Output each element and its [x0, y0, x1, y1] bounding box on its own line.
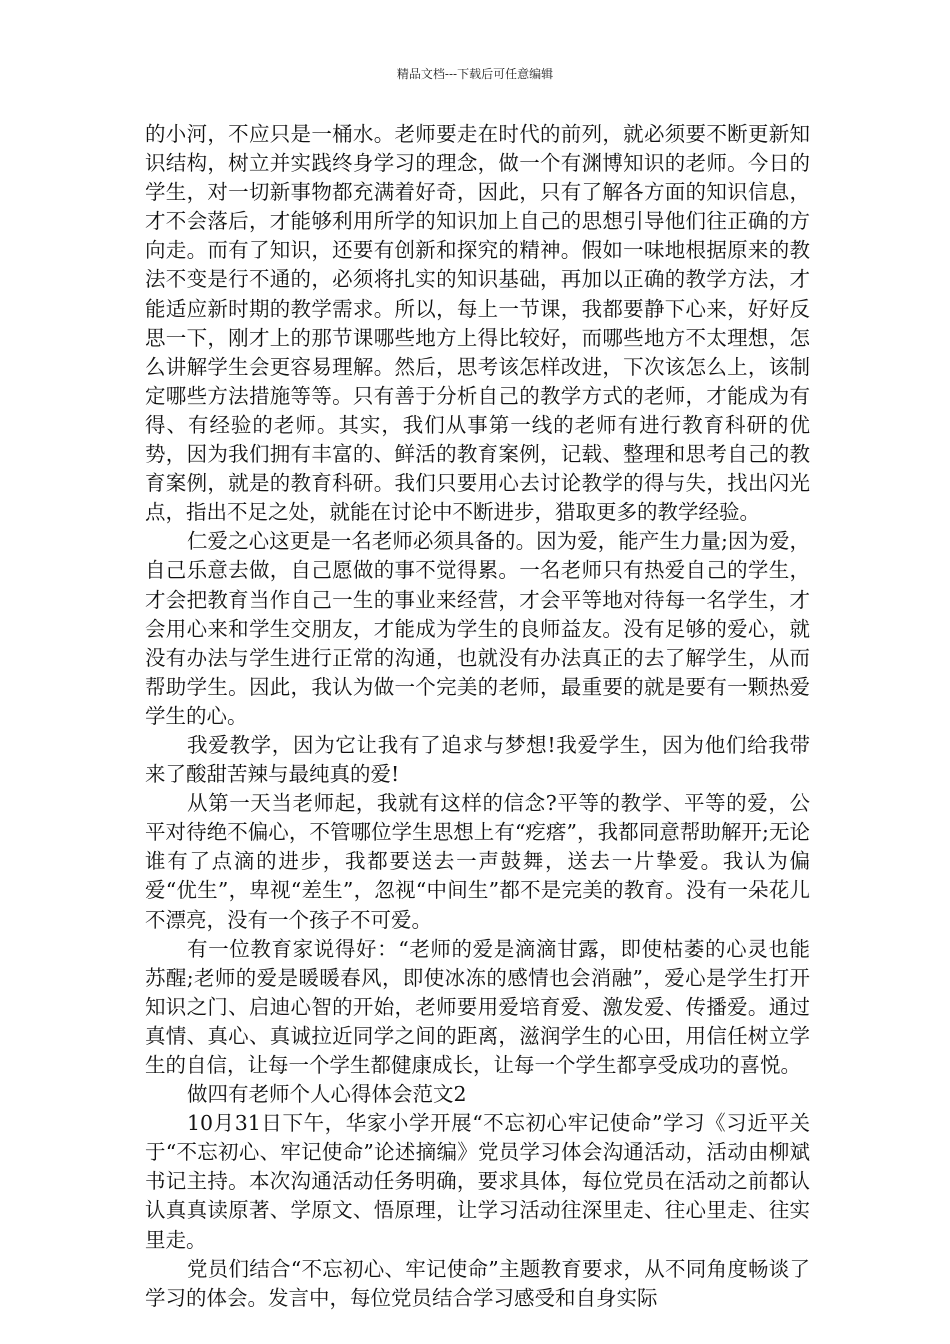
paragraph-equal-love: 从第一天当老师起，我就有这样的信念?平等的教学、平等的爱，公平对待绝不偏心，不管哪位学生思想上有“疙瘩”，我都同意帮助解开;无论谁有了点滴的进步，我都要送去一声鼓舞，送去一片挚爱。我认为偏爱“优生”，卑视“差生”，忽视“中间生”都不是完美的教育。没有一朵花儿不漂亮，没有一个孩子不可爱。: [145, 791, 810, 932]
section-heading: 做四有老师个人心得体会范文2: [187, 1082, 467, 1107]
paragraph-benevolence: 仁爱之心这更是一名老师必须具备的。因为爱，能产生力量;因为爱，自己乐意去做，自己愿做的事不觉得累。一名老师只有热爱自己的学生，才会把教育当作自己一生的事业来经营，才会平等地对待每一名学生，才会用心来和学生交朋友，才能成为学生的良师益友。没有足够的爱心，就没有办法与学生进行正常的沟通，也就没有办法真正的去了解学生，从而帮助学生。因此，我认为做一个完美的老师，最重要的就是要有一颗热爱学生的心。: [145, 529, 810, 728]
paragraph-love-teaching: 我爱教学，因为它让我有了追求与梦想!我爱学生，因为他们给我带来了酸甜苦辣与最纯真的爱!: [145, 732, 810, 787]
paragraph-party-members: 党员们结合“不忘初心、牢记使命”主题教育要求，从不同角度畅谈了学习的体会。发言中，每位党员结合学习感受和自身实际: [145, 1256, 810, 1310]
paragraph-activity: 10月31日下午，华家小学开展“不忘初心牢记使命”学习《习近平关于“不忘初心、牢记使命”论述摘编》党员学习体会沟通活动，活动由柳斌书记主持。本次沟通活动任务明确，要求具体，每位党员在活动之前都认认真真读原著、学原文、悟原理，让学习活动往深里走、往心里走、往实里走。: [145, 1111, 810, 1252]
paragraph-knowledge: 的小河，不应只是一桶水。老师要走在时代的前列，就必须要不断更新知识结构，树立并实践终身学习的理念，做一个有渊博知识的老师。今日的学生，对一切新事物都充满着好奇，因此，只有了解各方面的知识信息，才不会落后，才能够利用所学的知识加上自己的思想引导他们往正确的方向走。而有了知识，还要有创新和探究的精神。假如一味地根据原来的教法不变是行不通的，必须将扎实的知识基础，再加以正确的教学方法，才能适应新时期的教学需求。所以，每上一节课，我都要静下心来，好好反思一下，刚才上的那节课哪些地方上得比较好，而哪些地方不太理想，怎么讲解学生会更容易理解。然后，思考该怎样改进，下次该怎么上，该制定哪些方法措施等等。只有善于分析自己的教学方式的老师，才能成为有得、有经验的老师。其实，我们从事第一线的老师有进行教育科研的优势，因为我们拥有丰富的、鲜活的教育案例，记载、整理和思考自己的教育案例，就是的教育科研。我们只要用心去讨论教学的得与失，找出闪光点，指出不足之处，就能在讨论中不断进步，猎取更多的教学经验。: [145, 122, 810, 525]
page-header: 精品文档---下载后可任意编辑: [396, 67, 554, 81]
paragraph-educator-quote: 有一位教育家说得好：“老师的爱是滴滴甘露，即使枯萎的心灵也能苏醒;老师的爱是暖暖春风，即使冰冻的感情也会消融”，爱心是学生打开知识之门、启迪心智的开始，老师要用爱培育爱、激发爱、传播爱。通过真情、真心、真诚拉近同学之间的距离，滋润学生的心田，用信任树立学生的自信，让每一个学生都健康成长，让每一个学生都享受成功的喜悦。: [145, 936, 810, 1077]
document-body: [145, 120, 810, 1313]
